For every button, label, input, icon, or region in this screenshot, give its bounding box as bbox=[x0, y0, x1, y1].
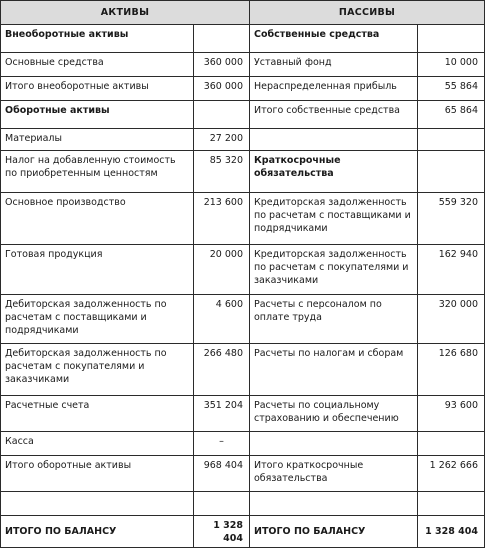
asset-value: 968 404 bbox=[194, 455, 250, 491]
asset-value: 213 600 bbox=[194, 193, 250, 245]
liability-value bbox=[418, 151, 485, 193]
section-title: Собственные средства bbox=[250, 25, 418, 53]
asset-label: Готовая продукция bbox=[1, 245, 194, 295]
asset-label: Дебиторская задолженность по расчетам с поставщиками и подрядчиками bbox=[1, 295, 194, 343]
asset-value: 20 000 bbox=[194, 245, 250, 295]
section-title: Краткосрочные обязательства bbox=[250, 151, 418, 193]
asset-value bbox=[194, 25, 250, 53]
section-title: Внеоборотные активы bbox=[1, 25, 194, 53]
liability-label: Расчеты по налогам и сборам bbox=[250, 343, 418, 395]
table-row bbox=[1, 343, 485, 395]
asset-label: Итого внеоборотные активы bbox=[1, 77, 194, 101]
section-title: Оборотные активы bbox=[1, 101, 194, 129]
liability-value: 55 864 bbox=[418, 77, 485, 101]
table-row bbox=[1, 129, 485, 151]
asset-label: Итого оборотные активы bbox=[1, 455, 194, 491]
total-row bbox=[1, 515, 485, 547]
asset-value: 360 000 bbox=[194, 53, 250, 77]
liability-label bbox=[250, 491, 418, 515]
liability-value: 559 320 bbox=[418, 193, 485, 245]
table-row bbox=[1, 101, 485, 129]
table-row bbox=[1, 25, 485, 53]
table-row bbox=[1, 53, 485, 77]
table-row bbox=[1, 395, 485, 431]
liability-label: Нераспределенная прибыль bbox=[250, 77, 418, 101]
asset-total-label: ИТОГО ПО БАЛАНСУ bbox=[1, 515, 194, 547]
liability-label: Расчеты по социальному страхованию и обеспечению bbox=[250, 395, 418, 431]
liability-total-label: ИТОГО ПО БАЛАНСУ bbox=[250, 515, 418, 547]
asset-label: Основные средства bbox=[1, 53, 194, 77]
liabilities-header: ПАССИВЫ bbox=[250, 1, 485, 25]
asset-value: 360 000 bbox=[194, 77, 250, 101]
liability-value: 93 600 bbox=[418, 395, 485, 431]
liability-label bbox=[250, 431, 418, 455]
asset-label: Материалы bbox=[1, 129, 194, 151]
asset-value bbox=[194, 491, 250, 515]
table-row bbox=[1, 245, 485, 295]
liability-value bbox=[418, 491, 485, 515]
asset-label: Налог на добавленную стоимость по приобретенным ценностям bbox=[1, 151, 194, 193]
liability-value: 126 680 bbox=[418, 343, 485, 395]
asset-total-value: 1 328 404 bbox=[194, 515, 250, 547]
liability-label: Итого собственные средства bbox=[250, 101, 418, 129]
asset-value: 85 320 bbox=[194, 151, 250, 193]
liability-value: 65 864 bbox=[418, 101, 485, 129]
asset-value: 351 204 bbox=[194, 395, 250, 431]
asset-value: 27 200 bbox=[194, 129, 250, 151]
table-row bbox=[1, 193, 485, 245]
liability-label: Кредиторская задолженность по расчетам с покупателями и заказчиками bbox=[250, 245, 418, 295]
liability-total-value: 1 328 404 bbox=[418, 515, 485, 547]
liability-label: Кредиторская задолженность по расчетам с поставщиками и подрядчиками bbox=[250, 193, 418, 245]
asset-label: Основное производство bbox=[1, 193, 194, 245]
asset-value: – bbox=[194, 431, 250, 455]
table-row bbox=[1, 151, 485, 193]
liability-label bbox=[250, 129, 418, 151]
asset-label bbox=[1, 491, 194, 515]
liability-value: 1 262 666 bbox=[418, 455, 485, 491]
liability-value: 10 000 bbox=[418, 53, 485, 77]
liability-label: Итого краткосрочные обязательства bbox=[250, 455, 418, 491]
table-row bbox=[1, 77, 485, 101]
table-row bbox=[1, 431, 485, 455]
asset-value bbox=[194, 101, 250, 129]
header-row bbox=[1, 1, 485, 25]
asset-label: Расчетные счета bbox=[1, 395, 194, 431]
table-row bbox=[1, 455, 485, 491]
assets-header: АКТИВЫ bbox=[1, 1, 250, 25]
asset-label: Касса bbox=[1, 431, 194, 455]
asset-label: Дебиторская задолженность по расчетам с покупателями и заказчиками bbox=[1, 343, 194, 395]
liability-label: Уставный фонд bbox=[250, 53, 418, 77]
asset-value: 266 480 bbox=[194, 343, 250, 395]
liability-value: 320 000 bbox=[418, 295, 485, 343]
liability-label: Расчеты с персоналом по оплате труда bbox=[250, 295, 418, 343]
liability-value: 162 940 bbox=[418, 245, 485, 295]
liability-value bbox=[418, 25, 485, 53]
asset-value: 4 600 bbox=[194, 295, 250, 343]
liability-value bbox=[418, 129, 485, 151]
liability-value bbox=[418, 431, 485, 455]
table-row bbox=[1, 295, 485, 343]
table-row bbox=[1, 491, 485, 515]
